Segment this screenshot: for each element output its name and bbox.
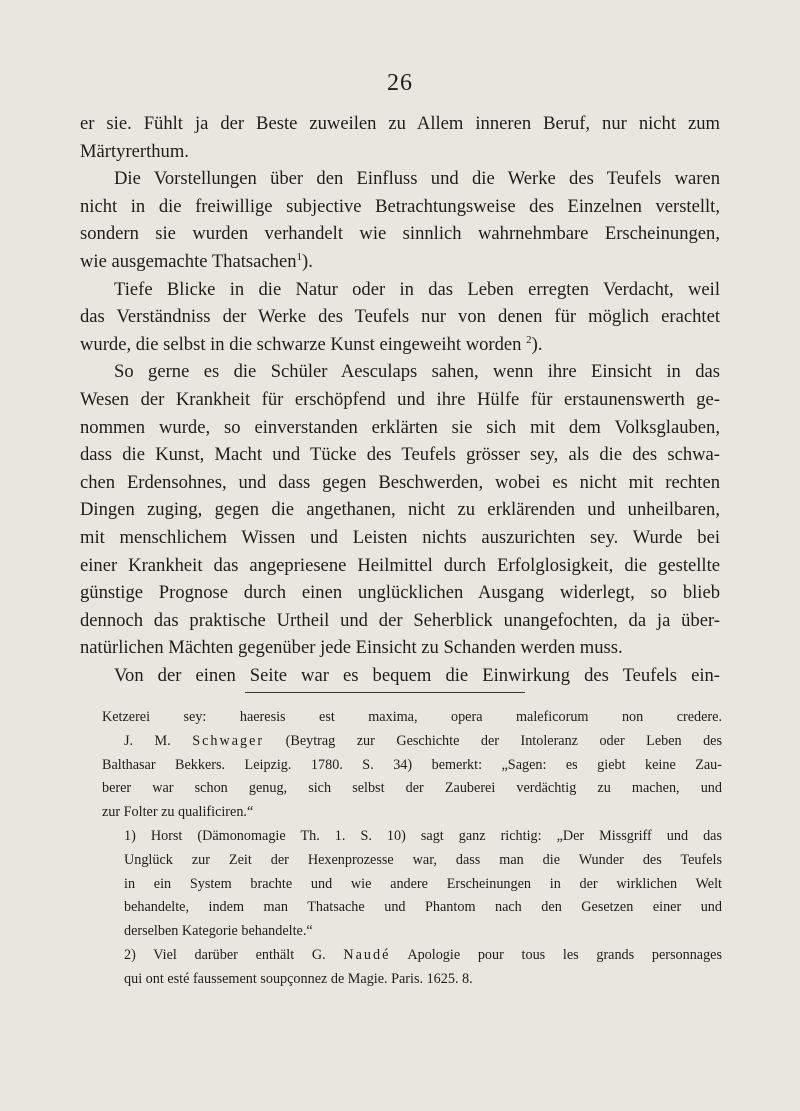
text-line: das Verständniss der Werke des Teufels nur von denen für möglich erachtet	[80, 306, 720, 328]
text-line: nommen wurde, so einverstanden erklärten sie sich mit dem Volksglauben,	[80, 416, 720, 438]
footnote-line: berer war schon genug, sich selbst der Zauberei verdächtig zu machen, und	[102, 780, 722, 797]
footnote-line: behandelte, indem man Thatsache und Phantom nach den Gesetzen einer und	[124, 899, 722, 916]
footnote-ref-close: ).	[531, 333, 543, 355]
footnote-line	[102, 944, 722, 968]
author-name: Naudé	[343, 946, 391, 963]
footnotes	[102, 706, 722, 992]
footnote-line: Ketzerei sey: haeresis est maxima, opera maleficorum non credere.	[102, 709, 722, 725]
text-line	[80, 331, 720, 359]
footnote-line: 1) Horst (Dämonomagie Th. 1. S. 10) sagt ganz richtig: „Der Missgriff und das	[124, 827, 722, 844]
text-line: natürlichen Mächten gegenüber jede Einsicht zu Schanden werden muss.	[80, 637, 623, 659]
footnote-divider	[245, 692, 525, 693]
footnote-ref: 2	[526, 333, 532, 346]
text-line: Wesen der Krankheit für erschöpfend und ihre Hülfe für erstaunenswerth ge-	[80, 388, 720, 410]
text-line: So gerne es die Schüler Aesculaps sahen, wenn ihre Einsicht in das	[114, 361, 720, 383]
page-number: 26	[387, 70, 413, 96]
footnote-line: Balthasar Bekkers. Leipzig. 1780. S. 34) bemerkt: „Sagen: es giebt keine Zau-	[102, 756, 722, 773]
footnote-ref-close: ).	[302, 250, 313, 272]
text-line: dass die Kunst, Macht und Tücke des Teufels grösser sey, als die des schwa-	[80, 444, 720, 466]
text-line: sondern sie wurden verhandelt wie sinnlich wahrnehmbare Erscheinungen,	[80, 223, 720, 245]
footnote-line: Unglück zur Zeit der Hexenprozesse war, dass man die Wunder des Teufels	[124, 851, 722, 868]
footnote-text: (Beytrag zur Geschichte der Intoleranz oder Leben des	[285, 732, 722, 749]
text-line: er sie. Fühlt ja der Beste zuweilen zu Allem inneren Beruf, nur nicht zum	[80, 113, 720, 134]
footnote-line: zur Folter zu qualificiren.“	[102, 804, 254, 821]
text-line: Märtyrerthum.	[80, 140, 189, 162]
main-text	[80, 110, 720, 689]
text-line: chen Erdensohnes, und dass gegen Beschwerden, wobei es nicht mit rechten	[80, 471, 720, 493]
footnote-text: Apologie pour tous les grands personnages	[407, 946, 723, 963]
text-line: günstige Prognose durch einen unglücklichen Ausgang widerlegt, so blieb	[80, 582, 720, 604]
footnote-line: qui ont esté faussement soupçonnez de Magie. Paris. 1625. 8.	[124, 970, 473, 987]
text-line: mit menschlichem Wissen und Leisten nichts auszurichten sey. Wurde bei	[80, 526, 720, 548]
text-line: Tiefe Blicke in die Natur oder in das Leben erregten Verdacht, weil	[114, 278, 720, 300]
footnote-line: in ein System brachte und wie andere Erscheinungen in der wirklichen Welt	[124, 875, 722, 892]
author-name: Schwager	[192, 732, 265, 749]
text-line: Dingen zuging, gegen die angethanen, nicht zu erklärenden und unheilbaren,	[80, 499, 720, 521]
text-fragment: wurde, die selbst in die schwarze Kunst eingeweiht worden	[80, 333, 522, 355]
text-line: nicht in die freiwillige subjective Betrachtungsweise des Einzelnen verstellt,	[80, 195, 720, 217]
footnote-ref: 1	[296, 250, 302, 263]
text-line: Die Vorstellungen über den Einfluss und die Werke des Teufels waren	[114, 168, 720, 190]
footnote-line	[102, 730, 722, 754]
text-line: Von der einen Seite war es bequem die Einwirkung des Teufels ein-	[114, 664, 720, 686]
text-fragment: wie ausgemachte Thatsachen	[80, 250, 297, 272]
footnote-text: J. M.	[124, 732, 171, 749]
footnote-text: 2) Viel darüber enthält G.	[124, 946, 326, 963]
footnote-line: derselben Kategorie behandelte.“	[124, 923, 313, 940]
text-line	[80, 248, 720, 276]
text-line: dennoch das praktische Urtheil und der Seherblick unangefochten, da ja über-	[80, 609, 720, 631]
text-line: einer Krankheit das angepriesene Heilmittel durch Erfolglosigkeit, die gestellte	[80, 554, 720, 576]
